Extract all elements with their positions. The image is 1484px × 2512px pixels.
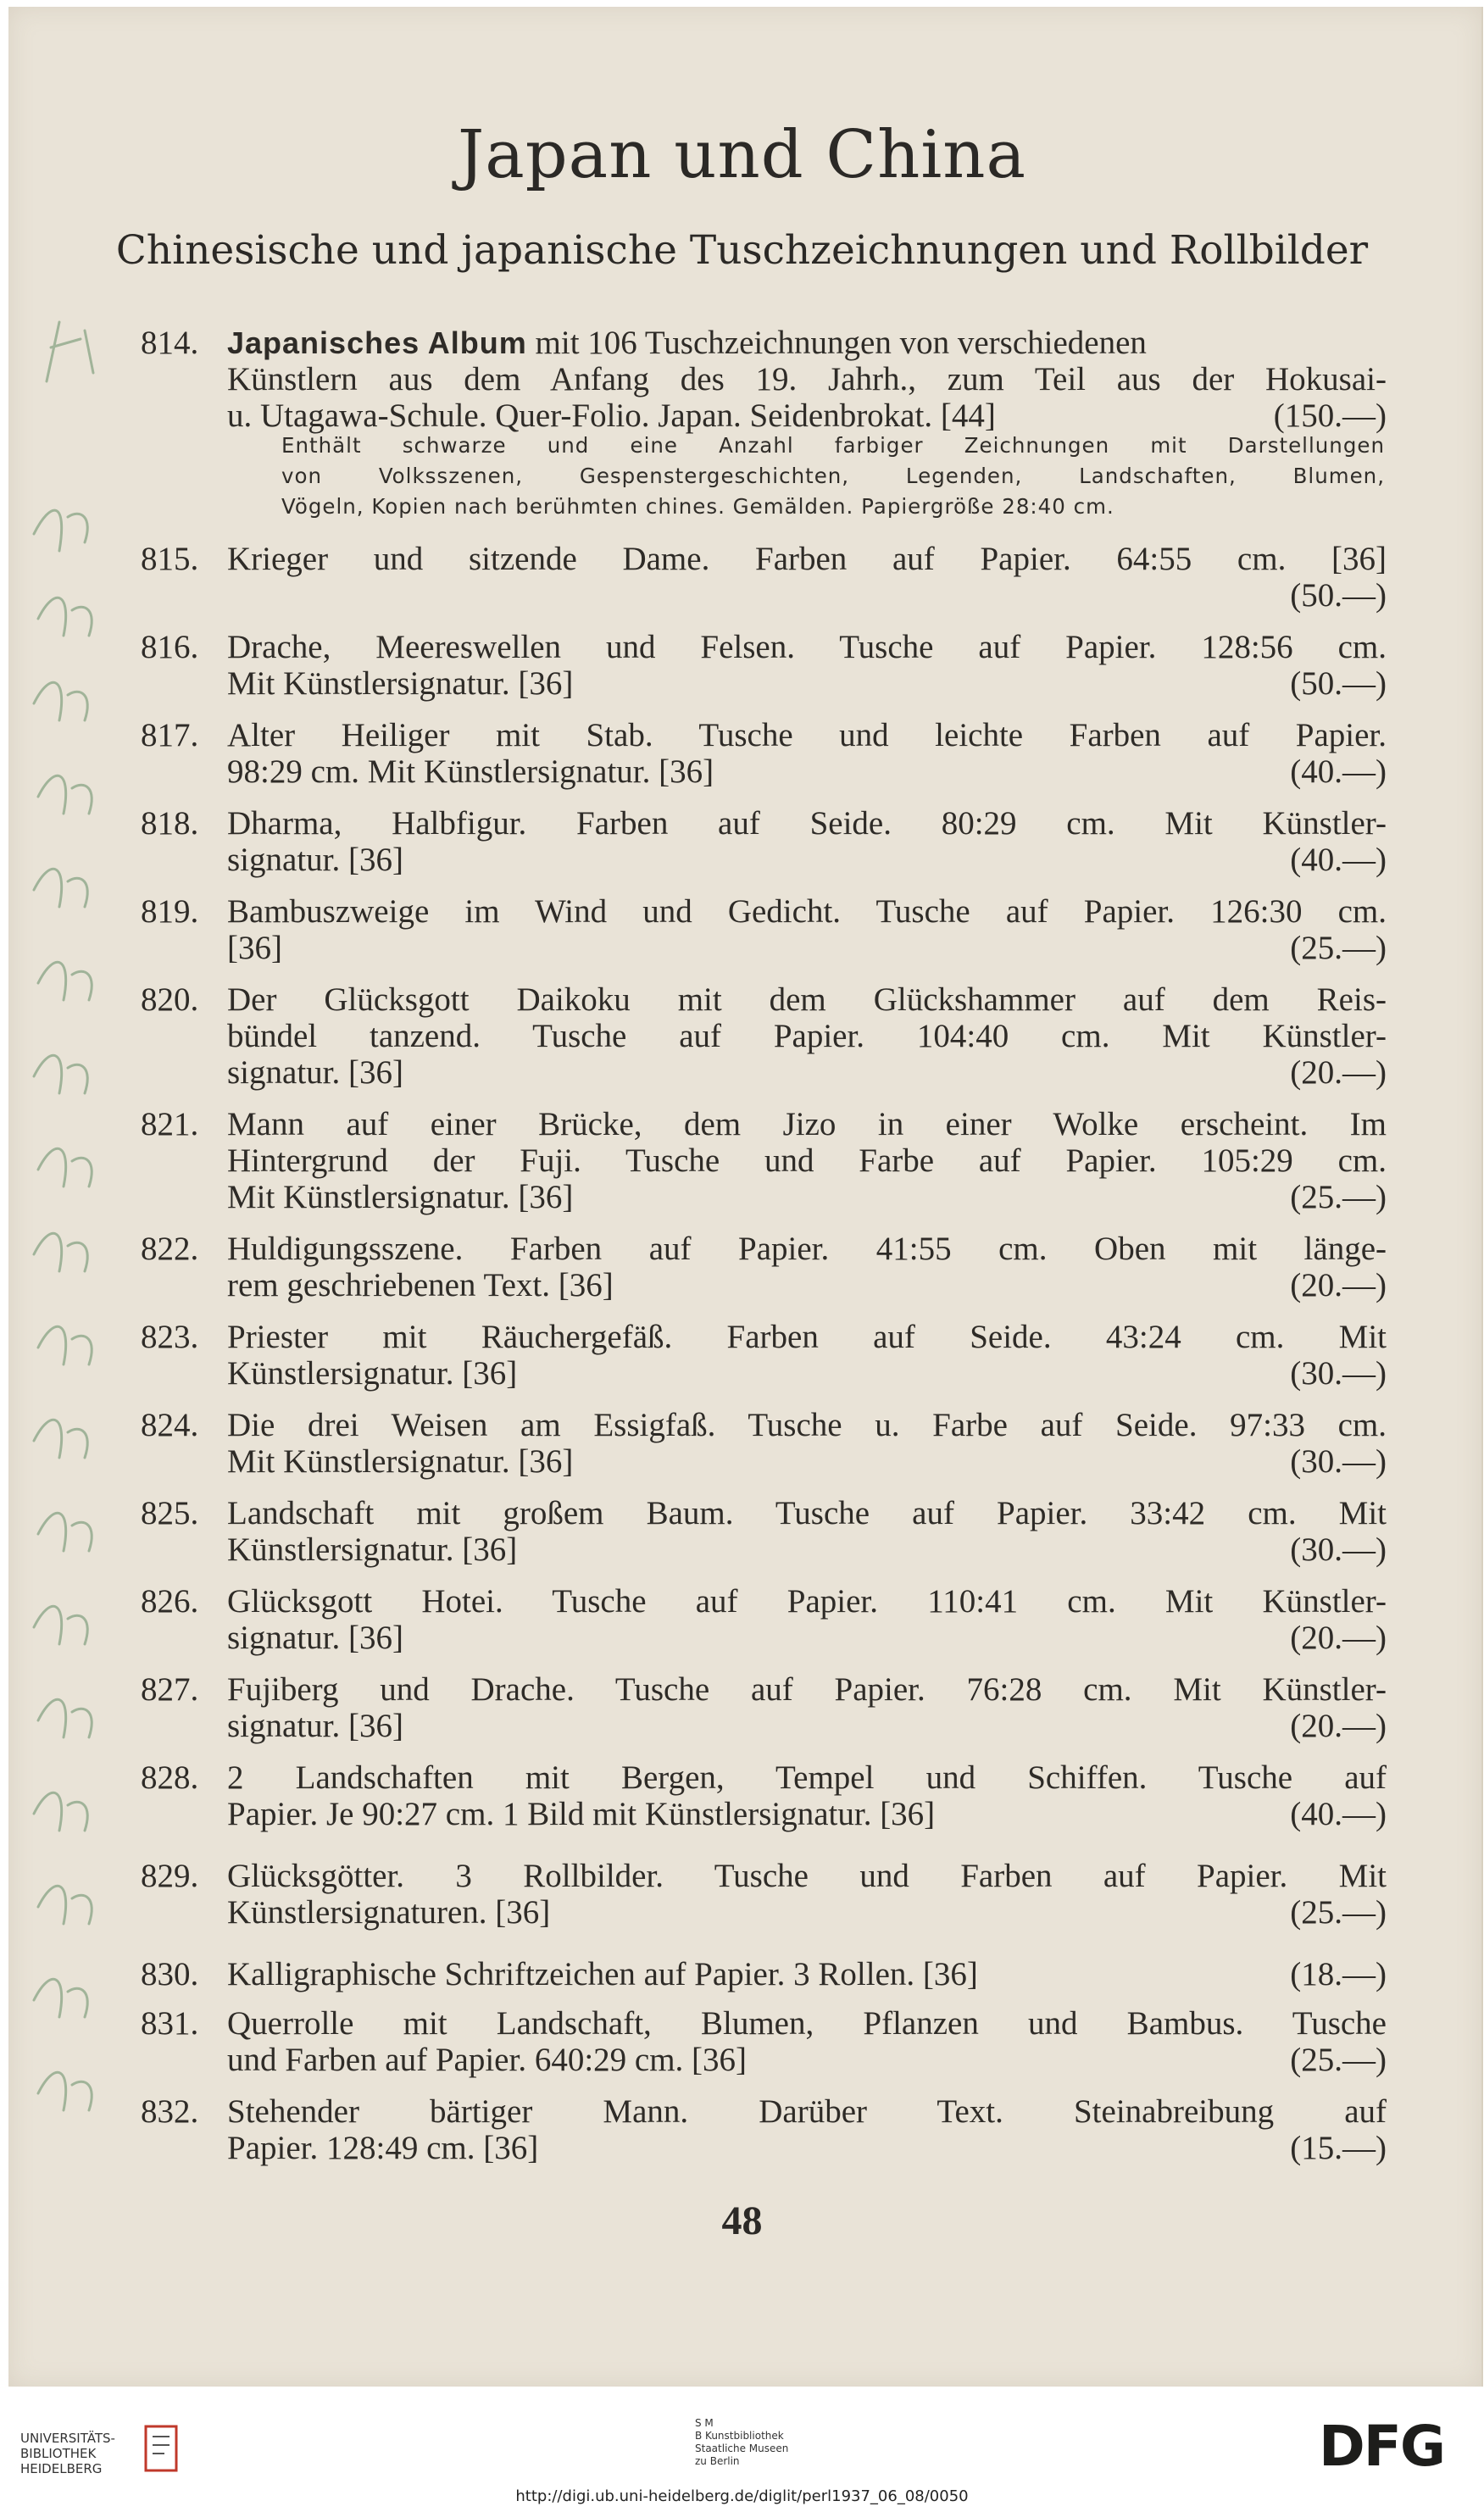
catalog-entry	[141, 1759, 1387, 1832]
entry-line-text: signatur. [36]	[227, 842, 403, 878]
entry-line	[227, 1319, 1387, 1355]
entry-note	[281, 431, 1385, 522]
entry-line	[227, 842, 1387, 878]
entry-price: (20.—)	[1290, 1620, 1387, 1656]
entry-price: (20.—)	[1290, 1708, 1387, 1744]
entry-line	[227, 981, 1387, 1018]
entry-line-text: Glücksgott Hotei. Tusche auf Papier. 110:41 cm. Mit Künstler-	[227, 1583, 1387, 1620]
entry-line-text: Hintergrund der Fuji. Tusche und Farbe auf Papier. 105:29 cm.	[227, 1142, 1387, 1179]
page-number: 48	[721, 2198, 763, 2243]
catalog-entry	[141, 1106, 1387, 1215]
entry-number: 829.	[141, 1858, 199, 1894]
entry-text	[227, 629, 1387, 702]
entry-number: 831.	[141, 2005, 199, 2042]
catalog-entry	[141, 2093, 1387, 2166]
entry-line	[227, 1018, 1387, 1054]
entry-line-text: Künstlersignatur. [36]	[227, 1531, 518, 1568]
entry-number: 824.	[141, 1407, 199, 1443]
entry-text	[227, 1106, 1387, 1215]
entry-price: (15.—)	[1290, 2130, 1387, 2166]
entry-line	[227, 1267, 1387, 1303]
entry-number: 822.	[141, 1231, 199, 1267]
entry-line-text: Mann auf einer Brücke, dem Jizo in einer Wolke erscheint. Im	[227, 1106, 1387, 1142]
entry-number: 818.	[141, 805, 199, 842]
entry-line-text: rem geschriebenen Text. [36]	[227, 1267, 614, 1303]
entry-line-text: Mit Künstlersignatur. [36]	[227, 1179, 574, 1215]
entry-line-text: Drache, Meereswellen und Felsen. Tusche auf Papier. 128:56 cm.	[227, 629, 1387, 665]
entry-text	[227, 1407, 1387, 1480]
entry-number: 820.	[141, 981, 199, 1018]
entry-price: (30.—)	[1290, 1443, 1387, 1480]
entry-number: 825.	[141, 1495, 199, 1531]
entry-number: 830.	[141, 1956, 199, 1992]
note-line: Vögeln, Kopien nach berühmten chines. Gemälden. Papiergröße 28:40 cm.	[281, 494, 1114, 519]
catalog-entry	[141, 2005, 1387, 2078]
entry-line	[227, 665, 1387, 702]
entry-line	[227, 361, 1387, 397]
entry-line	[227, 1894, 1387, 1931]
section-subtitle: Chinesische und japanische Tuschzeichnungen und Rollbilder	[115, 227, 1369, 274]
entry-line-text: u. Utagawa-Schule. Quer-Folio. Japan. Seidenbrokat. [44]	[227, 397, 996, 434]
entry-line	[227, 1179, 1387, 1215]
entry-text	[227, 541, 1387, 614]
entry-line	[227, 1355, 1387, 1392]
note-line: Enthält schwarze und eine Anzahl farbiger Zeichnungen mit Darstellungen	[281, 433, 1385, 458]
entry-line	[227, 577, 1387, 614]
entry-line-text: Papier. 128:49 cm. [36]	[227, 2130, 539, 2166]
entry-line	[227, 2093, 1387, 2130]
entry-line-text: Mit Künstlersignatur. [36]	[227, 1443, 574, 1480]
entry-number: 827.	[141, 1671, 199, 1708]
entry-text	[227, 1759, 1387, 1832]
entry-line	[227, 1443, 1387, 1480]
entry-line-text: Landschaft mit großem Baum. Tusche auf Papier. 33:42 cm. Mit	[227, 1495, 1387, 1531]
entry-price: (50.—)	[1290, 665, 1387, 702]
entry-line-text: Priester mit Räuchergefäß. Farben auf Seide. 43:24 cm. Mit	[227, 1319, 1387, 1355]
entry-text	[227, 1231, 1387, 1303]
catalog-entry	[141, 1671, 1387, 1744]
entry-line-text: signatur. [36]	[227, 1054, 403, 1091]
entry-highlight: Japanisches Album	[227, 325, 527, 360]
entry-line	[227, 753, 1387, 790]
entry-text	[227, 1858, 1387, 1931]
entry-price: (20.—)	[1290, 1267, 1387, 1303]
entry-number: 814.	[141, 325, 199, 361]
entry-text	[227, 325, 1387, 434]
entry-price: (50.—)	[1290, 577, 1387, 614]
library-logo-icon	[136, 2420, 186, 2479]
entry-line-text: Glücksgötter. 3 Rollbilder. Tusche und Farben auf Papier. Mit	[227, 1858, 1387, 1894]
page-title: Japan und China	[457, 117, 1027, 193]
entry-text	[227, 717, 1387, 790]
entry-line	[227, 893, 1387, 930]
entry-number: 832.	[141, 2093, 199, 2130]
catalog-entry	[141, 717, 1387, 790]
entry-number: 816.	[141, 629, 199, 665]
entry-line	[227, 2130, 1387, 2166]
entry-line-text: Fujiberg und Drache. Tusche auf Papier. 76:28 cm. Mit Künstler-	[227, 1671, 1387, 1708]
entry-line-text: und Farben auf Papier. 640:29 cm. [36]	[227, 2042, 748, 2078]
catalog-entry	[141, 541, 1387, 614]
entry-price: (30.—)	[1290, 1355, 1387, 1392]
entry-line-text: bündel tanzend. Tusche auf Papier. 104:40 cm. Mit Künstler-	[227, 1018, 1387, 1054]
entry-line	[227, 930, 1387, 966]
entry-price: (30.—)	[1290, 1531, 1387, 1568]
catalog-entry	[141, 981, 1387, 1091]
entry-number: 819.	[141, 893, 199, 930]
entry-line-text: Alter Heiliger mit Stab. Tusche und leichte Farben auf Papier.	[227, 717, 1387, 753]
entry-line-text: Dharma, Halbfigur. Farben auf Seide. 80:29 cm. Mit Künstler-	[227, 805, 1387, 842]
entry-number: 815.	[141, 541, 199, 577]
entry-line	[227, 325, 1387, 361]
entry-text	[227, 1956, 1387, 1992]
entry-price: (25.—)	[1290, 1894, 1387, 1931]
entry-line	[227, 397, 1387, 434]
entry-line	[227, 1858, 1387, 1894]
library-stamp: S M B Kunstbibliothek Staatliche Museen zu Berlin	[695, 2417, 789, 2467]
catalog-entry	[141, 805, 1387, 878]
entry-line-text: Stehender bärtiger Mann. Darüber Text. Steinabreibung auf	[227, 2093, 1387, 2130]
entry-line-text: Der Glücksgott Daikoku mit dem Glückshammer auf dem Reis-	[227, 981, 1387, 1018]
entry-line	[227, 1583, 1387, 1620]
entry-text	[227, 1671, 1387, 1744]
entry-line-text: Mit Künstlersignatur. [36]	[227, 665, 574, 702]
catalog-entry	[141, 1407, 1387, 1480]
entry-line	[227, 1759, 1387, 1796]
entry-text	[227, 1319, 1387, 1392]
entry-line	[227, 1054, 1387, 1091]
entry-line-text: mit 106 Tuschzeichnungen von verschiedenen	[526, 325, 1147, 361]
entry-line-text: Künstlersignatur. [36]	[227, 1355, 518, 1392]
entry-line	[227, 1796, 1387, 1832]
entry-line-text: Kalligraphische Schriftzeichen auf Papier. 3 Rollen. [36]	[227, 1956, 978, 1992]
entry-line	[227, 1671, 1387, 1708]
entry-price: (25.—)	[1290, 2042, 1387, 2078]
entry-line-text: Querrolle mit Landschaft, Blumen, Pflanzen und Bambus. Tusche	[227, 2005, 1387, 2042]
entry-line	[227, 541, 1387, 577]
entry-price: (40.—)	[1290, 1796, 1387, 1832]
entry-price: (40.—)	[1290, 842, 1387, 878]
entry-line-text: Bambuszweige im Wind und Gedicht. Tusche auf Papier. 126:30 cm.	[227, 893, 1387, 930]
entry-line	[227, 1620, 1387, 1656]
entry-text	[227, 1583, 1387, 1656]
entry-price: (40.—)	[1290, 753, 1387, 790]
entry-line	[227, 1142, 1387, 1179]
dfg-logo: DFG	[1319, 2414, 1445, 2479]
entry-price: (20.—)	[1290, 1054, 1387, 1091]
source-url-link[interactable]: http://digi.ub.uni-heidelberg.de/diglit/perl1937_06_08/0050	[515, 2487, 969, 2505]
entry-line	[227, 1106, 1387, 1142]
entry-line	[227, 1407, 1387, 1443]
entry-line-text: Künstlersignaturen. [36]	[227, 1894, 551, 1931]
catalog-entry	[141, 1956, 1387, 1992]
entry-number: 821.	[141, 1106, 199, 1142]
entry-line	[227, 1231, 1387, 1267]
entry-line-text: Krieger und sitzende Dame. Farben auf Papier. 64:55 cm. [36]	[227, 541, 1387, 577]
entry-text	[227, 2005, 1387, 2078]
entry-line	[227, 1956, 1387, 1992]
catalog-entry	[141, 1583, 1387, 1656]
catalog-entry	[141, 629, 1387, 702]
entry-number: 817.	[141, 717, 199, 753]
catalog-entry	[141, 325, 1387, 434]
entry-line	[227, 1495, 1387, 1531]
entry-line	[227, 717, 1387, 753]
note-line: von Volksszenen, Gespenstergeschichten, Legenden, Landschaften, Blumen,	[281, 464, 1385, 488]
entry-price: (18.—)	[1290, 1956, 1387, 1992]
catalog-entry	[141, 1858, 1387, 1931]
pencil-annotations	[0, 305, 119, 2195]
entry-line	[227, 805, 1387, 842]
entry-line	[227, 629, 1387, 665]
entry-line	[227, 2042, 1387, 2078]
entry-line	[227, 2005, 1387, 2042]
entry-line	[227, 1708, 1387, 1744]
entry-number: 828.	[141, 1759, 199, 1796]
entry-number: 823.	[141, 1319, 199, 1355]
catalog-entry	[141, 1231, 1387, 1303]
entry-text	[227, 2093, 1387, 2166]
entry-line-text: Künstlern aus dem Anfang des 19. Jahrh., zum Teil aus der Hokusai-	[227, 361, 1387, 397]
entry-line-text: signatur. [36]	[227, 1708, 403, 1744]
entry-line	[227, 1531, 1387, 1568]
entry-line-text: Papier. Je 90:27 cm. 1 Bild mit Künstlersignatur. [36]	[227, 1796, 936, 1832]
entry-text	[227, 893, 1387, 966]
entry-price: (25.—)	[1290, 1179, 1387, 1215]
entry-text	[227, 1495, 1387, 1568]
entry-price: (25.—)	[1290, 930, 1387, 966]
entry-line-text: Huldigungsszene. Farben auf Papier. 41:55 cm. Oben mit länge-	[227, 1231, 1387, 1267]
entry-line-text: 98:29 cm. Mit Künstlersignatur. [36]	[227, 753, 714, 790]
entry-text	[227, 805, 1387, 878]
catalog-entry	[141, 1495, 1387, 1568]
entry-number: 826.	[141, 1583, 199, 1620]
entry-price: (150.—)	[1273, 397, 1387, 434]
catalog-entry	[141, 1319, 1387, 1392]
library-name: UNIVERSITÄTS- BIBLIOTHEK HEIDELBERG	[20, 2431, 115, 2476]
entry-line-text: Die drei Weisen am Essigfaß. Tusche u. Farbe auf Seide. 97:33 cm.	[227, 1407, 1387, 1443]
catalog-entry	[141, 893, 1387, 966]
entry-text	[227, 981, 1387, 1091]
entry-line-text: 2 Landschaften mit Bergen, Tempel und Schiffen. Tusche auf	[227, 1759, 1387, 1796]
entry-line-text: [36]	[227, 930, 282, 966]
entry-line-text: signatur. [36]	[227, 1620, 403, 1656]
